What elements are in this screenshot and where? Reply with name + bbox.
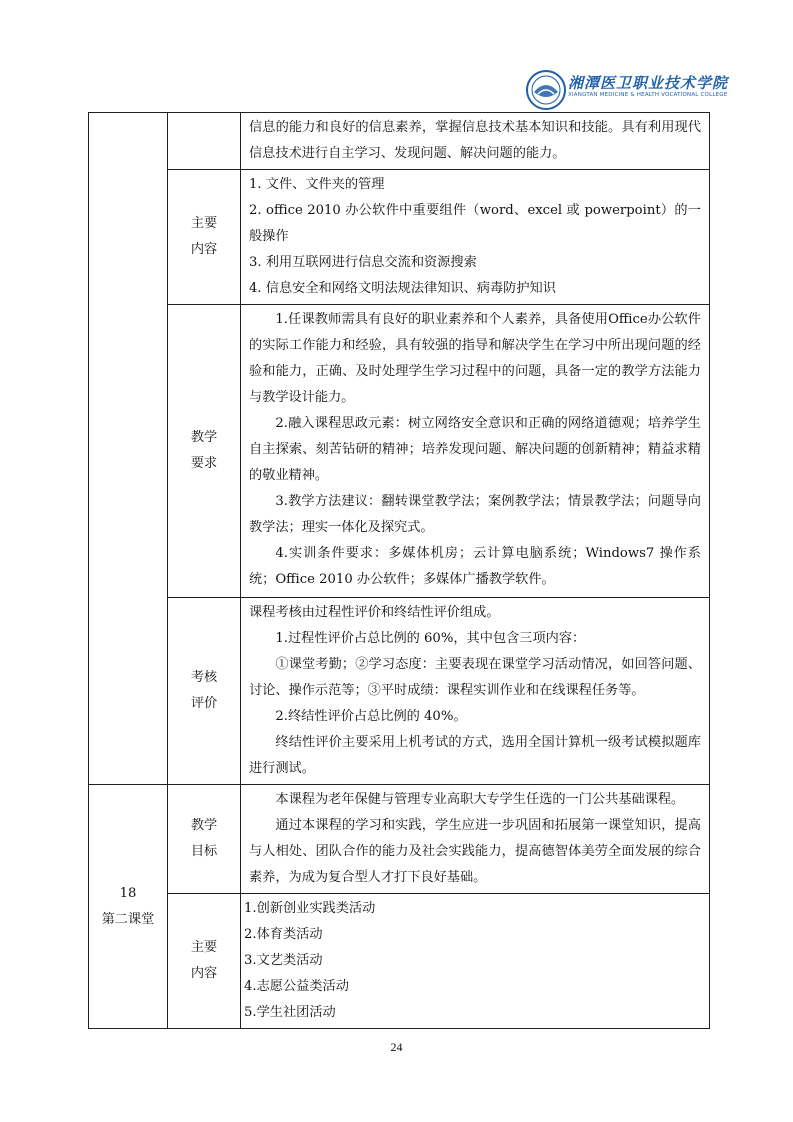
list-item: 3.文艺类活动	[244, 953, 323, 968]
list-item: 2.体育类活动	[244, 927, 323, 942]
list-item: 4.志愿公益类活动	[244, 979, 349, 994]
content2-label-line1: 主要	[190, 940, 218, 955]
list-item: 1.创新创业实践类活动	[244, 901, 376, 916]
list-item: 4. 信息安全和网络文明法规法律知识、病毒防护知识	[249, 281, 556, 296]
evaluation-label-line2: 评价	[190, 696, 218, 711]
table-row	[89, 113, 710, 170]
table-row	[89, 894, 710, 1029]
list-item: 5.学生社团活动	[244, 1005, 336, 1020]
course-cell-empty	[89, 113, 168, 785]
evaluation-cell	[241, 598, 710, 785]
college-name-en: XIANGTAN MEDICINE & HEALTH VOCATIONAL COLLEGE	[568, 92, 728, 98]
evaluation-item: ①课堂考勤；②学习态度：主要表现在课堂学习活动情况，如回答问题、讨论、操作示范等；③平时成绩：课程实训作业和在线课程任务等。	[249, 657, 701, 698]
requirement-label-line1: 教学	[190, 430, 218, 445]
content-label-cell	[168, 170, 241, 305]
info-paragraph: 信息的能力和良好的信息素养，掌握信息技术基本知识和技能。具有利用现代信息技术进行自主学习、发现问题、解决问题的能力。	[249, 120, 701, 161]
content2-list-cell	[241, 894, 710, 1029]
evaluation-label-cell	[168, 598, 241, 785]
content-label-line2: 内容	[190, 242, 218, 257]
evaluation-item: 2.终结性评价占总比例的 40%。	[275, 709, 467, 724]
content2-label-cell	[168, 894, 241, 1029]
requirement-item: 1.任课教师需具有良好的职业素养和个人素养，具备使用Office办公软件的实际工作能力和经验，具有较强的指导和解决学生在学习中所出现问题的经验和能力，正确、及时处理学生学习过程中的问题，具备一定的教学方法能力与教学设计能力。	[249, 312, 701, 405]
evaluation-item: 1.过程性评价占总比例的 60%，其中包含三项内容：	[275, 631, 586, 646]
requirement-cell	[241, 305, 710, 598]
course-number: 18	[119, 885, 137, 901]
content-label-line1: 主要	[190, 216, 218, 231]
list-item: 2. office 2010 办公软件中重要组件（word、excel 或 powerpoint）的一般操作	[249, 203, 701, 244]
requirement-item: 2.融入课程思政元素：树立网络安全意识和正确的网络道德观；培养学生自主探索、刻苦钻研的精神；培养发现问题、解决问题的创新精神；精益求精的敬业精神。	[249, 416, 701, 483]
table-row	[89, 598, 710, 785]
course-table	[88, 112, 710, 1029]
requirement-label-cell	[168, 305, 241, 598]
goal-item: 通过本课程的学习和实践，学生应进一步巩固和拓展第一课堂知识，提高与人相处、团队合作的能力及社会实践能力，提高德智体美劳全面发展的综合素养，为成为复合型人才打下良好基础。	[249, 818, 701, 885]
page-number: 24	[390, 1040, 403, 1054]
evaluation-item: 终结性评价主要采用上机考试的方式，选用全国计算机一级考试模拟题库进行测试。	[249, 735, 701, 776]
table-row	[89, 305, 710, 598]
goal-cell	[241, 785, 710, 894]
table-row	[89, 170, 710, 305]
info-content-cell	[241, 113, 710, 170]
goal-item: 本课程为老年保健与管理专业高职大专学生任选的一门公共基础课程。	[275, 792, 685, 807]
list-item: 1. 文件、文件夹的管理	[249, 177, 385, 192]
label-cell-empty	[168, 113, 241, 170]
goal-label-line2: 目标	[190, 844, 218, 859]
content-list-cell	[241, 170, 710, 305]
course-name-cell	[89, 785, 168, 1029]
goal-label-line1: 教学	[190, 818, 218, 833]
requirement-item: 3.教学方法建议：翻转课堂教学法；案例教学法；情景教学法；问题导向教学法；理实一体化及探究式。	[249, 494, 701, 535]
goal-label-cell	[168, 785, 241, 894]
course-name: 第二课堂	[101, 911, 155, 927]
requirement-label-line2: 要求	[190, 456, 218, 471]
evaluation-item: 课程考核由过程性评价和终结性评价组成。	[249, 605, 500, 620]
content2-label-line2: 内容	[190, 966, 218, 981]
list-item: 3. 利用互联网进行信息交流和资源搜索	[249, 255, 477, 270]
college-name-cn: 湘潭医卫职业技术学院	[568, 74, 729, 92]
table-row	[89, 785, 710, 894]
evaluation-label-line1: 考核	[190, 670, 218, 685]
requirement-item: 4.实训条件要求：多媒体机房；云计算电脑系统；Windows7 操作系统；Office 2010 办公软件；多媒体广播教学软件。	[249, 546, 701, 587]
